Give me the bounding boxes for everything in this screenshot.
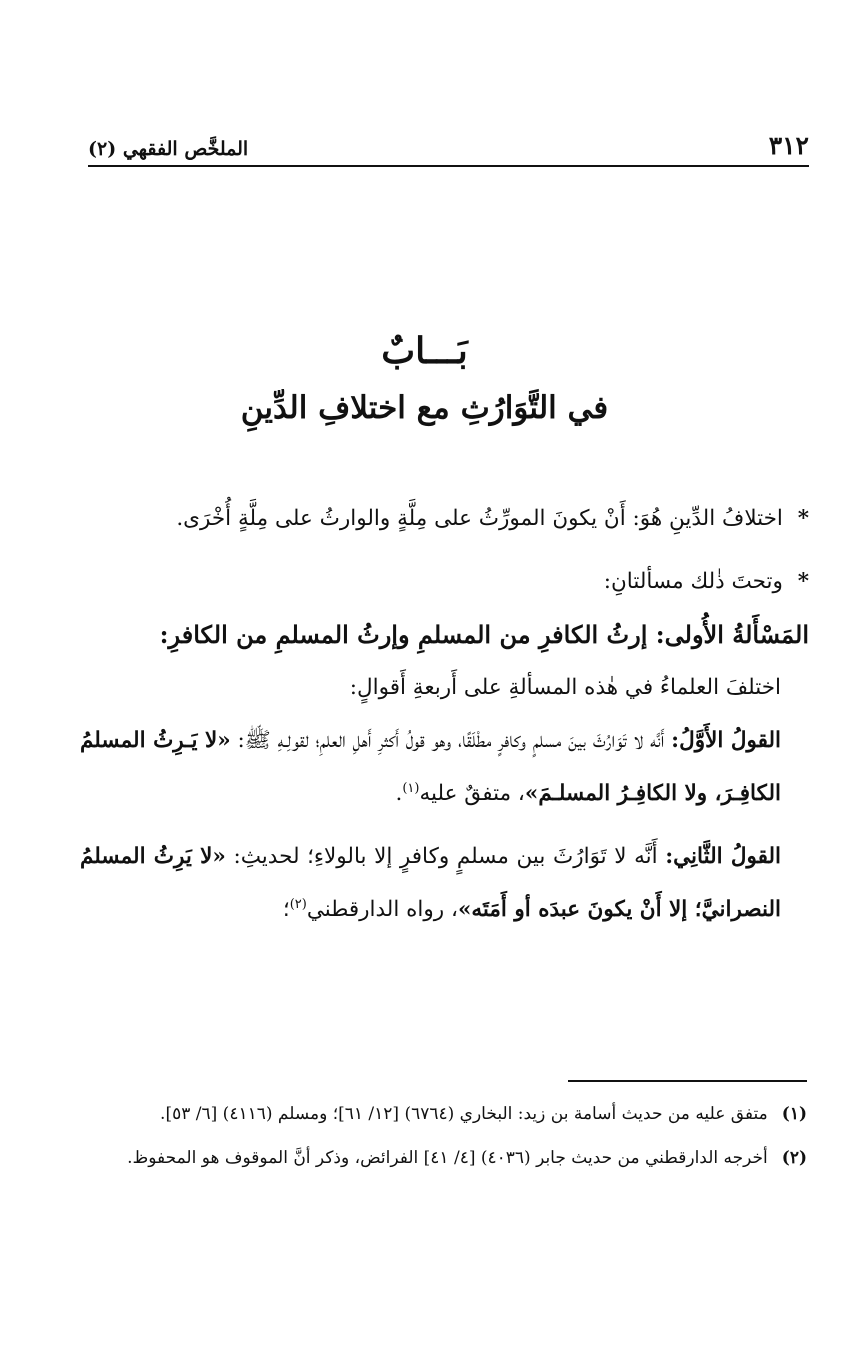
footnote-ref-1[interactable]: (١) [402,780,420,796]
definition-paragraph [80,492,809,545]
footnotes [80,1095,807,1183]
footnote-number: (٢) [781,1148,807,1168]
issue-intro: اختلفَ العلماءُ في هٰذه المسألةِ على أَربعةِ أَقوالٍ: [349,675,781,700]
footnote-text: أخرجه الدارقطني من حديث جابر (٤٠٣٦) [٤/ ٤١] الفرائض، وذكر أنَّ الموقوف هو المحفوظ. [127,1148,768,1168]
second-opinion-hadith: «لا يَرِثُ المسلمُ النصرانيَّ؛ إلا أَنْ يكونَ عبدَه أو أَمَتَه» [80,844,781,922]
page-number: ٣١٢ [768,131,809,160]
definition-text: أَنْ يكونَ المورِّثُ على مِلَّةٍ والوارثُ على مِلَّةٍ أُخْرَى. [176,506,626,531]
issue-heading: المَسْأَلةُ الأُولى: إرثُ الكافرِ من المسلمِ وإرثُ المسلمِ من الكافرِ: [159,620,809,649]
intro-paragraph [80,555,809,608]
first-opinion-hadith: «لا يَـرِثُ المسلمُ الكافِـرَ، ولا الكافِـرُ المسلـمَ» [80,728,781,806]
footnote-number: (١) [781,1104,807,1124]
footnote-text: متفق عليه من حديث أسامة بن زيد: البخاري (٦٧٦٤) [١٢/ ٦١]؛ ومسلم (٤١١٦) [٦/ ٥٣]. [160,1104,768,1124]
first-opinion-tail: ، متفقٌ عليه [419,781,525,806]
header-rule [88,165,809,167]
second-opinion-end: ؛ [282,897,290,922]
footnote-rule [568,1080,807,1082]
chapter-title: في التَّوَارُثِ مع اختلافِ الدِّينِ [240,390,609,426]
body-text [80,492,809,936]
book-title: الملخَّص الفقهي (٢) [88,138,249,160]
second-opinion-tail: ، رواه الدارقطني [306,897,458,922]
intro-text: وتحتَ ذٰلك مسألتانِ: [603,569,783,594]
footnote-ref-2[interactable]: (٢) [289,896,307,912]
footnote-1 [80,1095,807,1133]
footnote-2 [80,1139,807,1177]
first-opinion-end: . [395,781,403,806]
asterisk-bullet-icon: * [797,569,809,594]
second-opinion-paragraph [80,830,809,936]
first-opinion-label: القولُ الأَوَّلُ: [671,728,781,753]
asterisk-bullet-icon: * [797,506,809,531]
running-header [88,122,809,160]
second-opinion-text: أَنَّه لا تَوَارُثَ بين مسلمٍ وكافرٍ إلا بالولاءِ؛ لحديثِ: [233,844,658,869]
first-opinion-paragraph [80,714,809,820]
definition-lead: اختلافُ الدِّينِ هُوَ: [632,506,783,531]
second-opinion-label: القولُ الثَّانِي: [665,844,781,869]
first-opinion-text: أَنَّه لا تَوَارُثَ بينَ مسلمٍ وكافرٍ مطْلَقًا، وهو قولُ أَكثرِ أَهلِ العلمِ؛ لقولِـهِ ﷺ: [237,728,665,753]
chapter-label: بَـــابٌ [381,330,468,372]
